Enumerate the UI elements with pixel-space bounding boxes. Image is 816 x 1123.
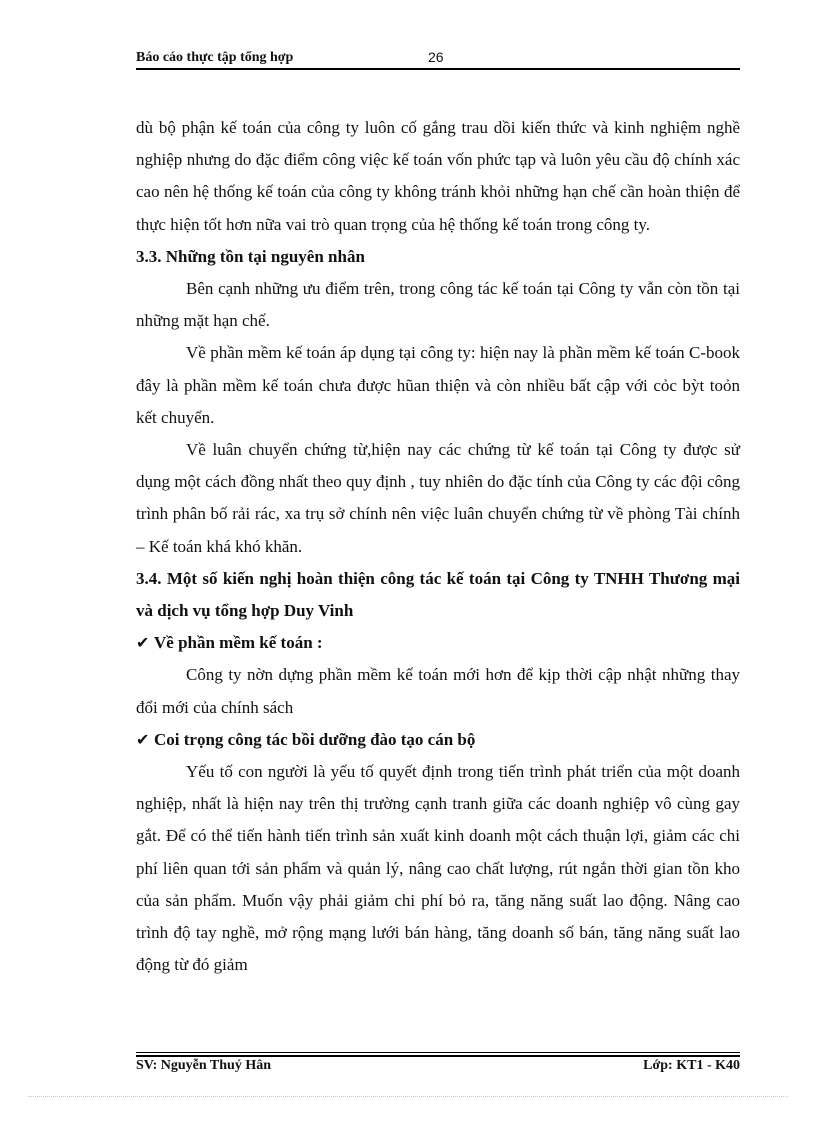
check-icon: ✔ — [136, 633, 150, 653]
paragraph: Về phần mềm kế toán áp dụng tại công ty: hiện nay là phần mềm kế toán C-book đây là phần mềm kế toán chưa được hũan thiện và còn nhiều bất cập với cỏc bỳt toỏn kết chuyển. — [136, 343, 740, 427]
section-heading-3-4: 3.4. Một số kiến nghị hoàn thiện công tác kế toán tại Công ty TNHH Thương mại và dịch vụ tổng hợp Duy Vinh — [136, 568, 740, 621]
document-body — [136, 112, 740, 981]
page-number: 26 — [428, 49, 444, 65]
header-divider — [136, 68, 740, 70]
page-edge-divider — [28, 1096, 788, 1097]
paragraph: Bên cạnh những ưu điểm trên, trong công tác kế toán tại Công ty vẫn còn tồn tại những mặt hạn chế. — [136, 279, 740, 331]
check-icon: ✔ — [136, 729, 150, 749]
check-heading-training — [136, 724, 740, 756]
footer-divider-thin — [136, 1052, 740, 1053]
check-heading-label: Về phần mềm kế toán : — [154, 633, 323, 653]
paragraph: dù bộ phận kế toán của công ty luôn cố gắng trau dồi kiến thức và kinh nghiệm nghề nghiệp nhưng do đặc điểm công việc kế toán vốn phức tạp và luôn yêu cầu độ chính xác cao nên hệ thống kế toán của công ty không tránh khỏi những hạn chế cần hoàn thiện để thực hiện tốt hơn nữa vai trò quan trọng của hệ thống kế toán trong công ty. — [136, 118, 740, 234]
page-footer — [136, 1058, 740, 1078]
section-heading-3-3: 3.3. Những tồn tại nguyên nhân — [136, 246, 365, 266]
paragraph: Yếu tố con người là yếu tố quyết định trong tiến trình phát triển của một doanh nghiệp, nhất là hiện nay trên thị trường cạnh tranh giữa các doanh nghiệp vô cùng gay gắt. Để có thể tiến hành tiến trình sản xuất kinh doanh một cách thuận lợi, giảm các chi phí liên quan tới sản phẩm và quản lý, nâng cao chất lượng, rút ngắn thời gian tồn kho của sản phẩm. Muốn vậy phải giảm chi phí bỏ ra, tăng năng suất lao động. Nâng cao trình độ tay nghề, mở rộng mạng lưới bán hàng, tăng doanh số bán, tăng năng suất lao động từ đó giảm — [136, 762, 740, 975]
footer-divider-thick — [136, 1055, 740, 1057]
check-heading-software — [136, 627, 740, 659]
paragraph: Về luân chuyển chứng từ,hiện nay các chứng từ kế toán tại Công ty được sử dụng một cách đồng nhất theo quy định , tuy nhiên do đặc tính của Công ty các đội công trình phân bố rải rác, xa trụ sở chính nên việc luân chuyển chứng từ về phòng Tài chính – Kế toán khá khó khăn. — [136, 440, 740, 556]
class-label: Lớp: KT1 - K40 — [643, 1058, 740, 1073]
check-heading-label: Coi trọng công tác bồi dưỡng đào tạo cán bộ — [154, 729, 476, 749]
paragraph: Công ty nờn dựng phần mềm kế toán mới hơn để kịp thời cập nhật những thay đổi mới của chính sách — [136, 665, 740, 717]
student-name: SV: Nguyễn Thuý Hân — [136, 1058, 272, 1073]
report-title: Báo cáo thực tập tổng hợp — [136, 50, 294, 65]
page-header — [136, 48, 740, 70]
